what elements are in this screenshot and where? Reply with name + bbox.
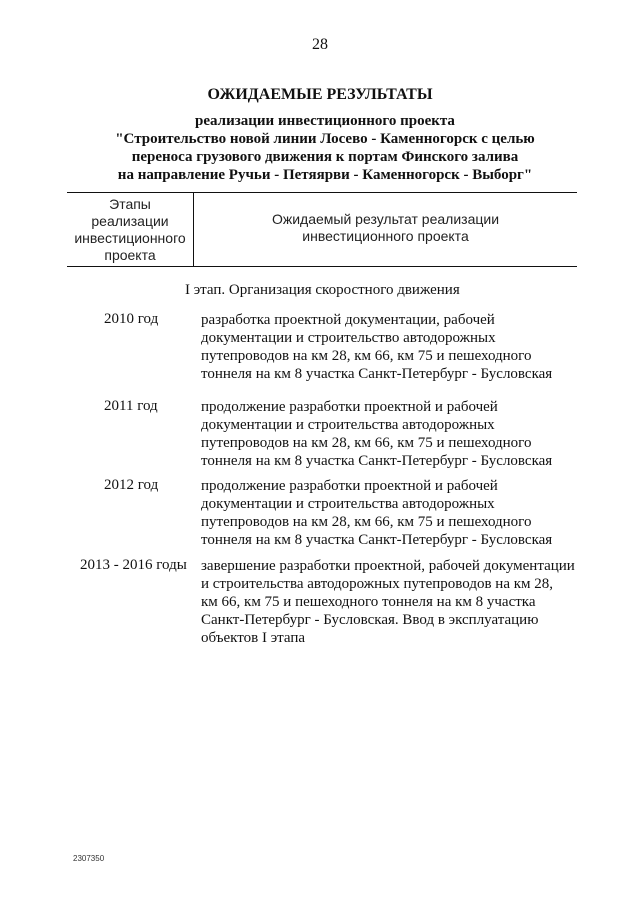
description-line: разработка проектной документации, рабочей bbox=[201, 312, 495, 328]
subtitle-line: переноса грузового движения к портам Финского залива bbox=[131, 149, 519, 165]
description-line: документации и строительства автодорожных bbox=[201, 417, 495, 433]
column-header-line: инвестиционного bbox=[74, 230, 186, 246]
row-description bbox=[201, 557, 581, 647]
description-line: завершение разработки проектной, рабочей документации bbox=[201, 558, 575, 574]
column-header-line: инвестиционного проекта bbox=[302, 228, 469, 244]
description-line: документации и строительства автодорожных bbox=[201, 496, 495, 512]
description-line: тоннеля на км 8 участка Санкт-Петербург - Бусловская bbox=[201, 453, 553, 469]
table-header bbox=[67, 192, 577, 267]
column-header-line: реализации bbox=[91, 213, 169, 229]
subtitle-line: "Строительство новой линии Лосево - Каменногорск с целью bbox=[115, 131, 535, 147]
row-description bbox=[201, 398, 581, 470]
subtitle-line: на направление Ручьи - Петяярви - Каменногорск - Выборг" bbox=[117, 167, 533, 183]
column-header-line: Ожидаемый результат реализации bbox=[271, 211, 500, 227]
document-heading: ОЖИДАЕМЫЕ РЕЗУЛЬТАТЫ bbox=[207, 86, 433, 103]
row-year: 2013 - 2016 годы bbox=[80, 557, 187, 573]
description-line: путепроводов на км 28, км 66, км 75 и пешеходного bbox=[201, 435, 532, 451]
description-line: путепроводов на км 28, км 66, км 75 и пешеходного bbox=[201, 348, 532, 364]
description-line: объектов I этапа bbox=[201, 630, 306, 646]
description-line: продолжение разработки проектной и рабочей bbox=[201, 399, 498, 415]
page-number: 28 bbox=[312, 36, 328, 53]
description-line: и строительства автодорожных путепроводов на км 28, bbox=[201, 576, 554, 592]
description-line: км 66, км 75 и пешеходного тоннеля на км 8 участка bbox=[201, 594, 536, 610]
column-header-result bbox=[194, 211, 577, 245]
row-year: 2010 год bbox=[104, 311, 159, 327]
description-line: документации и строительство автодорожных bbox=[201, 330, 496, 346]
description-line: тоннеля на км 8 участка Санкт-Петербург - Бусловская bbox=[201, 532, 553, 548]
document-subtitle bbox=[90, 112, 560, 184]
row-year: 2012 год bbox=[104, 477, 159, 493]
column-header-line: Этапы bbox=[109, 196, 151, 212]
description-line: путепроводов на км 28, км 66, км 75 и пешеходного bbox=[201, 514, 532, 530]
description-line: тоннеля на км 8 участка Санкт-Петербург - Бусловская bbox=[201, 366, 553, 382]
description-line: Санкт-Петербург - Бусловская. Ввод в эксплуатацию bbox=[201, 612, 539, 628]
subtitle-line: реализации инвестиционного проекта bbox=[195, 113, 455, 129]
description-line: продолжение разработки проектной и рабочей bbox=[201, 478, 498, 494]
column-header-stages bbox=[67, 196, 193, 264]
row-description bbox=[201, 311, 581, 383]
document-code: 2307350 bbox=[73, 854, 105, 863]
stage-title: I этап. Организация скоростного движения bbox=[185, 282, 460, 298]
row-year: 2011 год bbox=[104, 398, 158, 414]
row-description bbox=[201, 477, 581, 549]
column-header-line: проекта bbox=[104, 247, 156, 263]
